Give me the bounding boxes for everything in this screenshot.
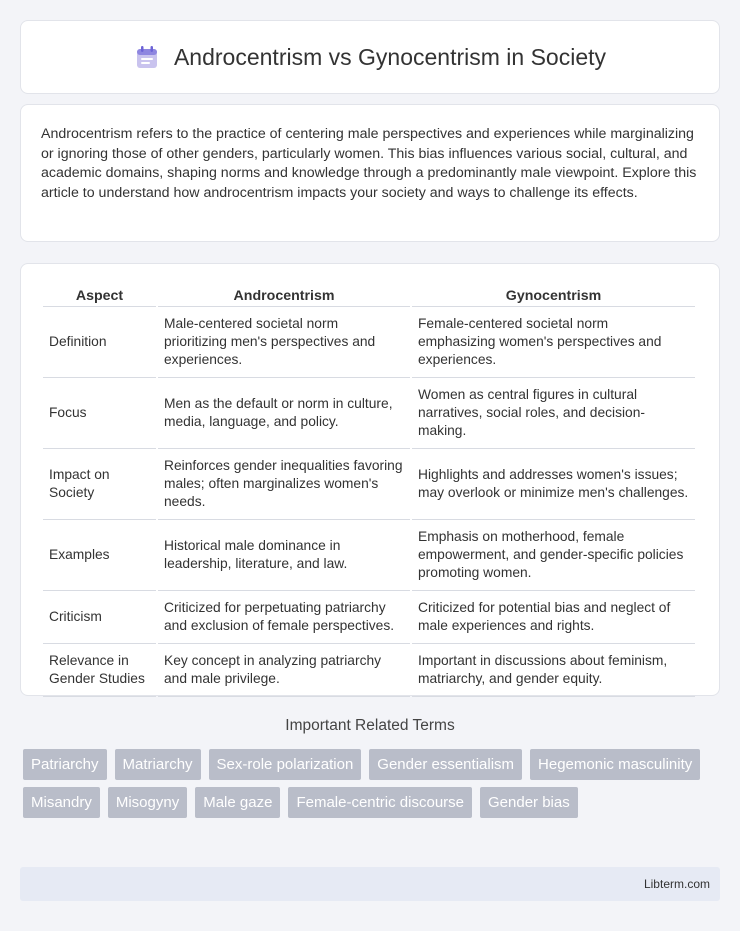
comparison-table <box>41 284 697 697</box>
header-gynocentrism: Gynocentrism <box>412 284 695 307</box>
related-terms-title: Important Related Terms <box>285 717 455 734</box>
footer-site-link[interactable]: Libterm.com <box>643 877 710 891</box>
cell-androcentrism: Criticized for perpetuating patriarchy and exclusion of female perspectives. <box>158 591 410 644</box>
cell-androcentrism: Men as the default or norm in culture, media, language, and policy. <box>158 378 410 449</box>
table-row <box>43 307 695 378</box>
intro-card <box>20 104 720 242</box>
table-row <box>43 520 695 591</box>
table-header-row <box>43 284 695 307</box>
tag-female-centric-discourse[interactable]: Female-centric discourse <box>288 787 472 818</box>
cell-gynocentrism: Emphasis on motherhood, female empowerment, and gender-specific policies promoting women. <box>412 520 695 591</box>
tag-gender-bias[interactable]: Gender bias <box>480 787 578 818</box>
cell-aspect: Focus <box>43 378 156 449</box>
cell-aspect: Definition <box>43 307 156 378</box>
tag-male-gaze[interactable]: Male gaze <box>195 787 280 818</box>
tag-misandry[interactable]: Misandry <box>23 787 100 818</box>
cell-gynocentrism: Women as central figures in cultural narratives, social roles, and decision-making. <box>412 378 695 449</box>
tag-patriarchy[interactable]: Patriarchy <box>23 749 107 780</box>
intro-paragraph: Androcentrism refers to the practice of centering male perspectives and experiences while marginalizing or ignoring those of other genders, particularly women. This bias influences various social, cultural, and academic domains, shaping norms and knowledge through a predominantly male viewpoint. Explore this article to understand how androcentrism impacts your society and ways to challenge its effects. <box>41 126 697 201</box>
table-row <box>43 591 695 644</box>
cell-androcentrism: Key concept in analyzing patriarchy and male privilege. <box>158 644 410 697</box>
footer <box>20 867 720 901</box>
comparison-card <box>20 263 720 696</box>
tag-sex-role-polarization[interactable]: Sex-role polarization <box>209 749 362 780</box>
cell-aspect: Impact on Society <box>43 449 156 520</box>
cell-gynocentrism: Highlights and addresses women's issues; may overlook or minimize men's challenges. <box>412 449 695 520</box>
tag-hegemonic-masculinity[interactable]: Hegemonic masculinity <box>530 749 700 780</box>
table-row <box>43 449 695 520</box>
cell-aspect: Examples <box>43 520 156 591</box>
cell-gynocentrism: Criticized for potential bias and neglect of male experiences and rights. <box>412 591 695 644</box>
cell-aspect: Criticism <box>43 591 156 644</box>
cell-gynocentrism: Female-centered societal norm emphasizing women's perspectives and experiences. <box>412 307 695 378</box>
header-androcentrism: Androcentrism <box>158 284 410 307</box>
table-row <box>43 378 695 449</box>
cell-androcentrism: Male-centered societal norm prioritizing men's perspectives and experiences. <box>158 307 410 378</box>
page-title: Androcentrism vs Gynocentrism in Society <box>173 43 607 70</box>
header-aspect: Aspect <box>43 284 156 307</box>
tag-gender-essentialism[interactable]: Gender essentialism <box>369 749 522 780</box>
tag-misogyny[interactable]: Misogyny <box>108 787 187 818</box>
document-icon <box>134 44 160 70</box>
cell-androcentrism: Reinforces gender inequalities favoring males; often marginalizes women's needs. <box>158 449 410 520</box>
related-terms-list <box>23 749 713 818</box>
title-card <box>20 20 720 94</box>
cell-gynocentrism: Important in discussions about feminism, matriarchy, and gender equity. <box>412 644 695 697</box>
cell-androcentrism: Historical male dominance in leadership, literature, and law. <box>158 520 410 591</box>
cell-aspect: Relevance in Gender Studies <box>43 644 156 697</box>
table-row <box>43 644 695 697</box>
tag-matriarchy[interactable]: Matriarchy <box>115 749 201 780</box>
